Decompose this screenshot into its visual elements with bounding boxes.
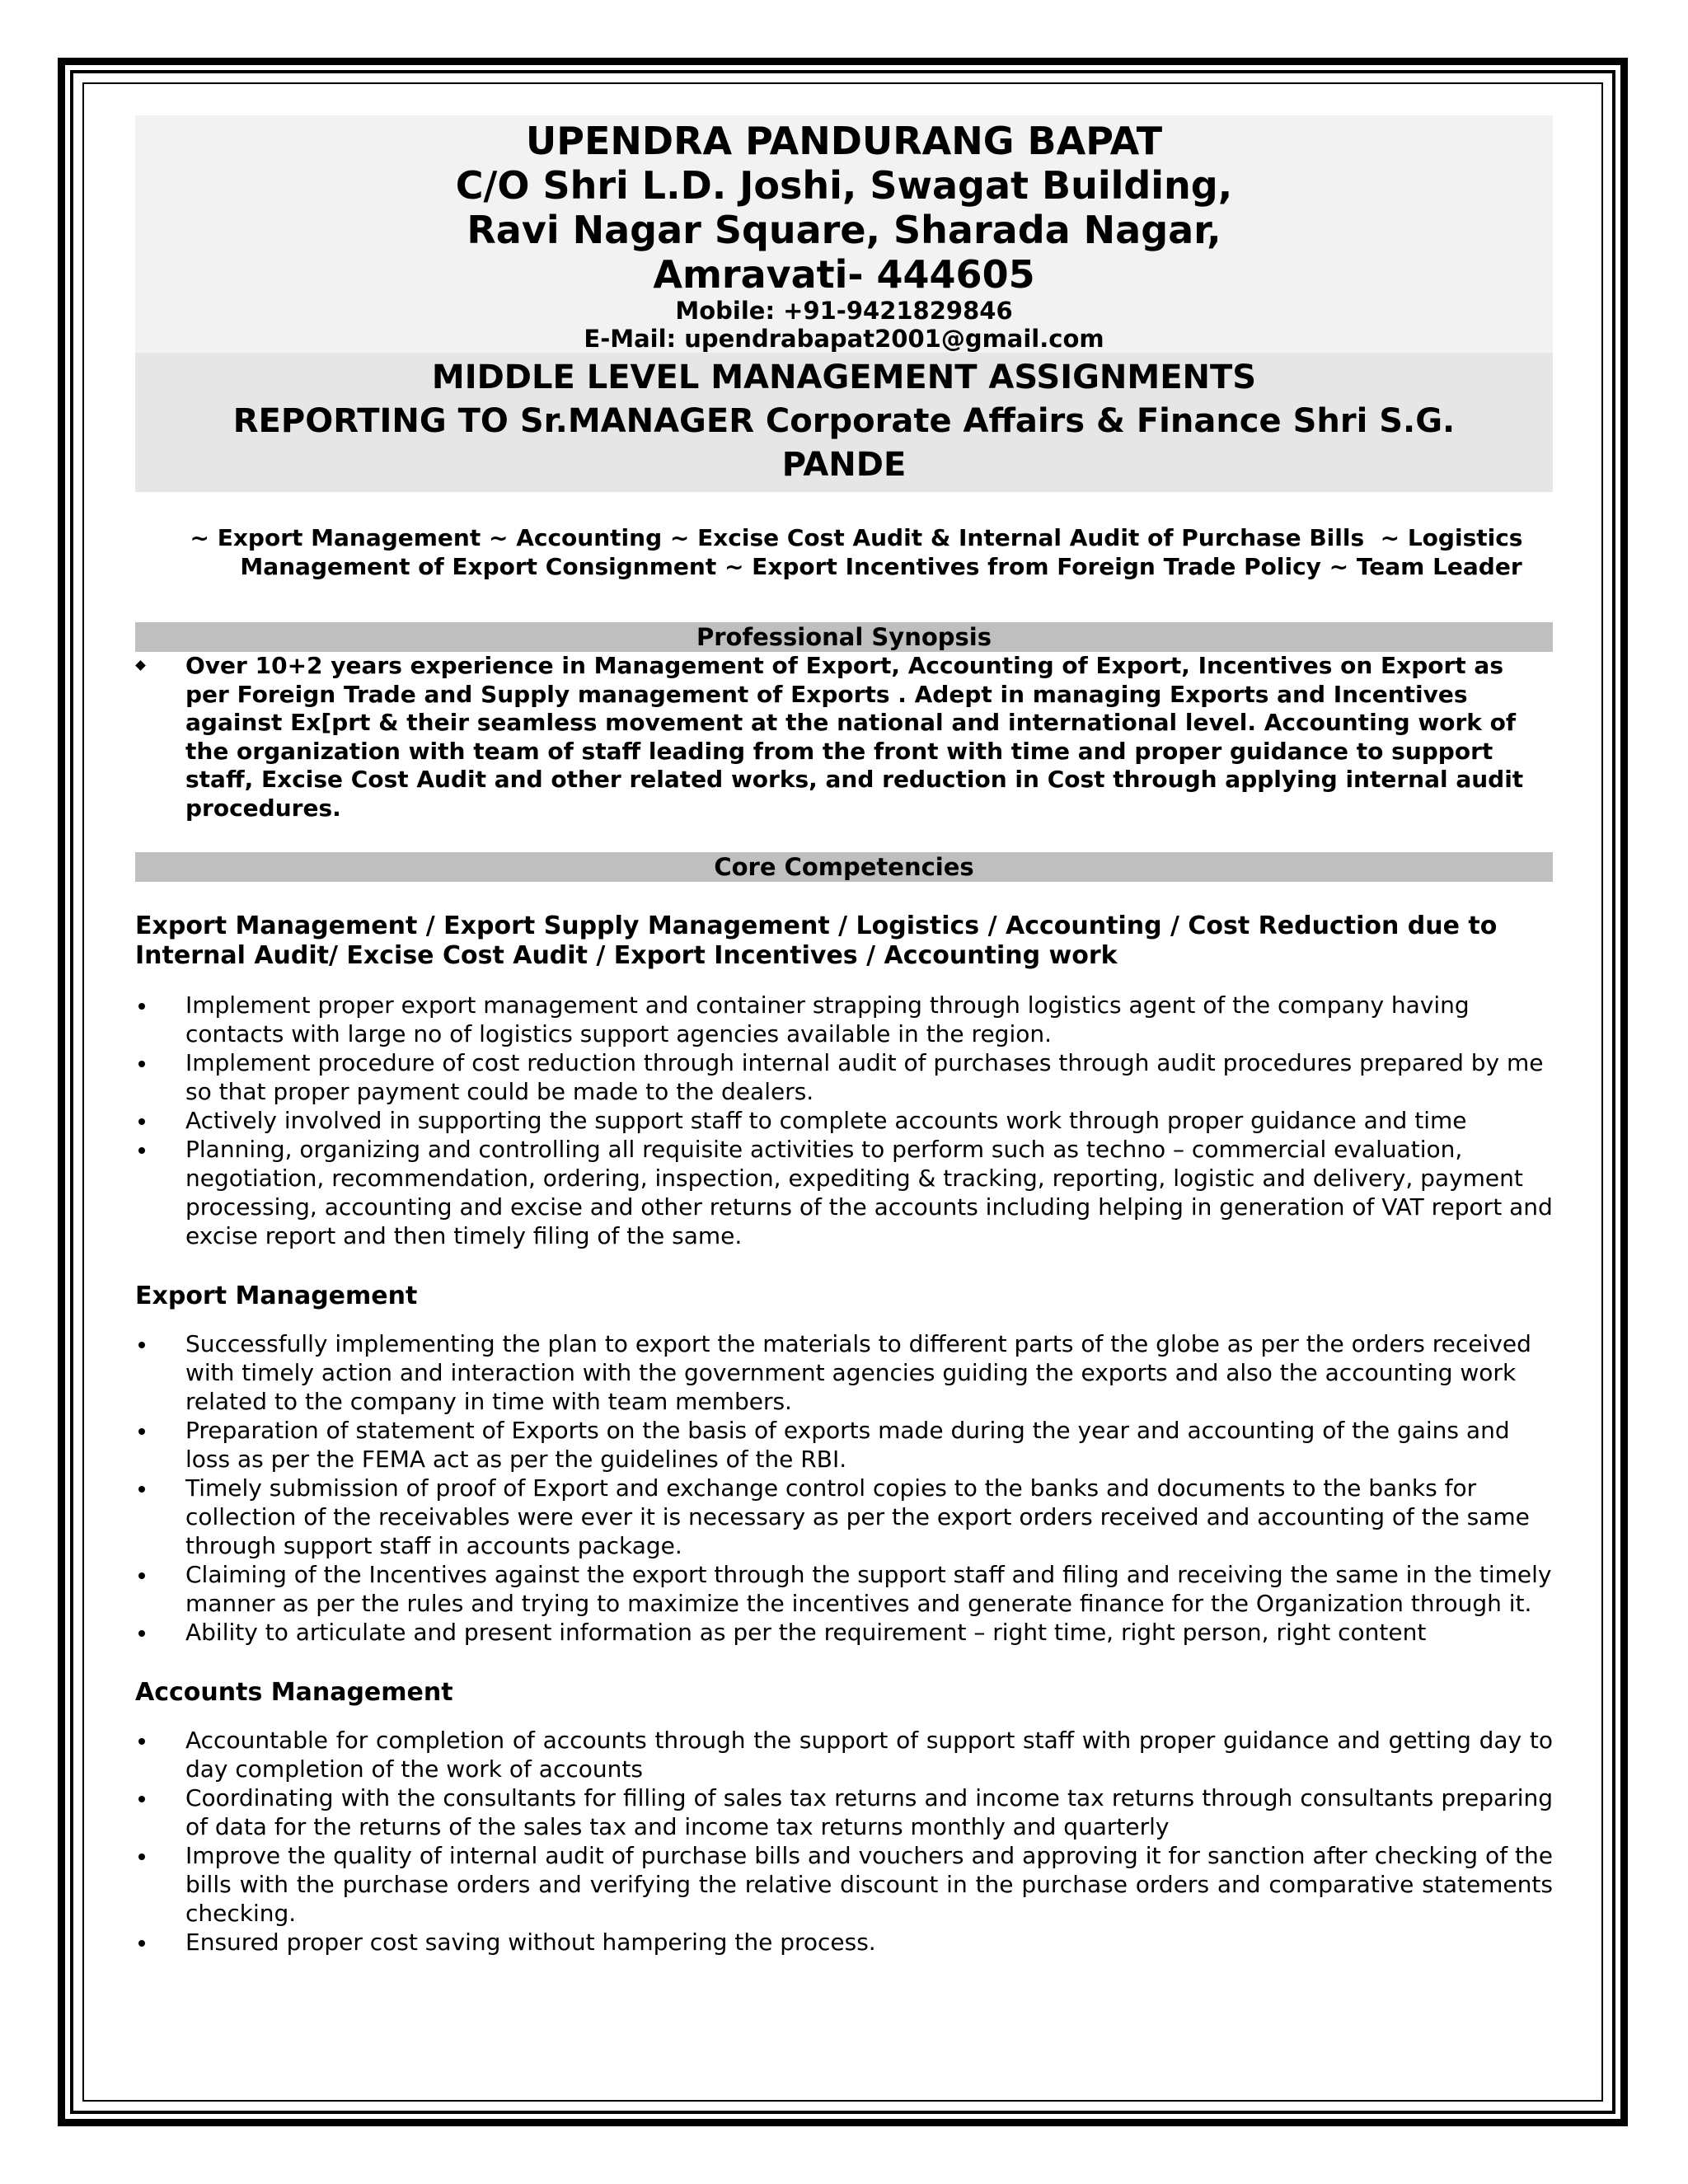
tagline-line-2: Management of Export Consignment ~ Export Incentives from Foreign Trade Policy ~ Team Leader (240, 553, 1522, 580)
core-competencies-heading: Export Management / Export Supply Management / Logistics / Accounting / Cost Reduction due to Internal Audit/ Excise Cost Audit / Export Incentives / Accounting work (135, 912, 1498, 970)
email-address: E-Mail: upendrabapat2001@gmail.com (584, 325, 1104, 353)
assignment-line-2: REPORTING TO Sr.MANAGER Corporate Affairs & Finance Shri S.G. (232, 402, 1456, 440)
list-item: Accountable for completion of accounts through the support of support staff with proper guidance and getting day to day completion of the work of accounts (135, 1726, 1553, 1783)
list-item: Ability to articulate and present information as per the requirement – right time, right person, right content (135, 1618, 1553, 1647)
bullet-icon (138, 1854, 145, 1860)
list-item: Implement procedure of cost reduction through internal audit of purchases through audit procedures prepared by me so that proper payment could be made to the dealers. (135, 1048, 1553, 1106)
bullet-icon (138, 1118, 145, 1125)
list-item: Claiming of the Incentives against the export through the support staff and filing and receiving the same in the timely manner as per the rules and trying to maximize the incentives and generate finance for the Organization through it. (135, 1560, 1553, 1618)
bullet-icon (138, 1796, 145, 1802)
bullet-icon (138, 1428, 145, 1435)
list-item: Successfully implementing the plan to export the materials to different parts of the globe as per the orders received with timely action and interaction with the government agencies guiding the exports and also the accounting work related to the company in time with team members. (135, 1329, 1553, 1416)
resume-content (135, 115, 1553, 1957)
assignment-line-3: PANDE (781, 446, 907, 484)
list-item: Coordinating with the consultants for filling of sales tax returns and income tax returns through consultants preparing of data for the returns of the sales tax and income tax returns monthly and quarterly (135, 1783, 1553, 1841)
bullet-icon (138, 1940, 145, 1947)
bullet-icon (138, 1003, 145, 1010)
bullet-icon (138, 1630, 145, 1637)
accounts-management-heading: Accounts Management (135, 1678, 453, 1707)
assignment-banner (135, 353, 1553, 492)
list-item: Timely submission of proof of Export and exchange control copies to the banks and documents to the banks for collection of the receivables were ever it is necessary as per the export orders received and accounting of the same through support staff in accounts package. (135, 1474, 1553, 1560)
diamond-bullet-icon (135, 660, 146, 671)
address-line-2: Ravi Nagar Square, Sharada Nagar, (467, 208, 1221, 252)
candidate-name: UPENDRA PANDURANG BAPAT (525, 119, 1163, 163)
bullet-icon (138, 1486, 145, 1493)
list-item: Improve the quality of internal audit of purchase bills and vouchers and approving it for sanction after checking of the bills with the purchase orders and verifying the relative discount in the purchase orders and comparative statements checking. (135, 1841, 1553, 1928)
address-line-3: Amravati- 444605 (653, 252, 1035, 297)
export-management-heading: Export Management (135, 1282, 418, 1310)
list-item: Ensured proper cost saving without hampering the process. (135, 1928, 1553, 1957)
core-competencies-list (135, 991, 1553, 1250)
section-header-synopsis: Professional Synopsis (135, 622, 1553, 652)
section-header-core-competencies: Core Competencies (135, 852, 1553, 882)
address-line-1: C/O Shri L.D. Joshi, Swagat Building, (455, 163, 1233, 208)
list-item (135, 652, 1553, 823)
bullet-icon (138, 1342, 145, 1348)
bullet-icon (138, 1572, 145, 1579)
list-item: Implement proper export management and container strapping through logistics agent of the company having contacts with large no of logistics support agencies available in the region. (135, 991, 1553, 1048)
mobile-number: Mobile: +91-9421829846 (675, 297, 1013, 325)
accounts-management-list (135, 1726, 1553, 1957)
export-management-list (135, 1329, 1553, 1647)
bullet-icon (138, 1738, 145, 1745)
bullet-icon (138, 1061, 145, 1067)
list-item: Preparation of statement of Exports on the basis of exports made during the year and accounting of the gains and loss as per the FEMA act as per the guidelines of the RBI. (135, 1416, 1553, 1474)
contact-header (135, 115, 1553, 353)
synopsis-text: Over 10+2 years experience in Management of Export, Accounting of Export, Incentives on Export as per Foreign Trade and Supply management of Exports . Adept in managing Exports and Incentives against Ex[prt & their seamless movement at the national and international level. Accounting work of the organization with team of staff leading from the front with time and proper guidance to support staff, Excise Cost Audit and other related works, and reduction in Cost through applying internal audit procedures. (185, 652, 1524, 822)
skills-tagline (135, 523, 1553, 581)
list-item: Planning, organizing and controlling all requisite activities to perform such as techno – commercial evaluation, negotiation, recommendation, ordering, inspection, expediting & tracking, reporting, logistic and delivery, payment processing, accounting and excise and other returns of the accounts including helping in generation of VAT report and excise report and then timely filing of the same. (135, 1135, 1553, 1250)
tagline-line-1: ~ Export Management ~ Accounting ~ Excise Cost Audit & Internal Audit of Purchase Bills ~ Logistics (190, 524, 1523, 551)
synopsis-list (135, 652, 1553, 823)
list-item: Actively involved in supporting the support staff to complete accounts work through proper guidance and time (135, 1106, 1553, 1135)
assignment-line-1: MIDDLE LEVEL MANAGEMENT ASSIGNMENTS (431, 359, 1257, 396)
bullet-icon (138, 1147, 145, 1154)
